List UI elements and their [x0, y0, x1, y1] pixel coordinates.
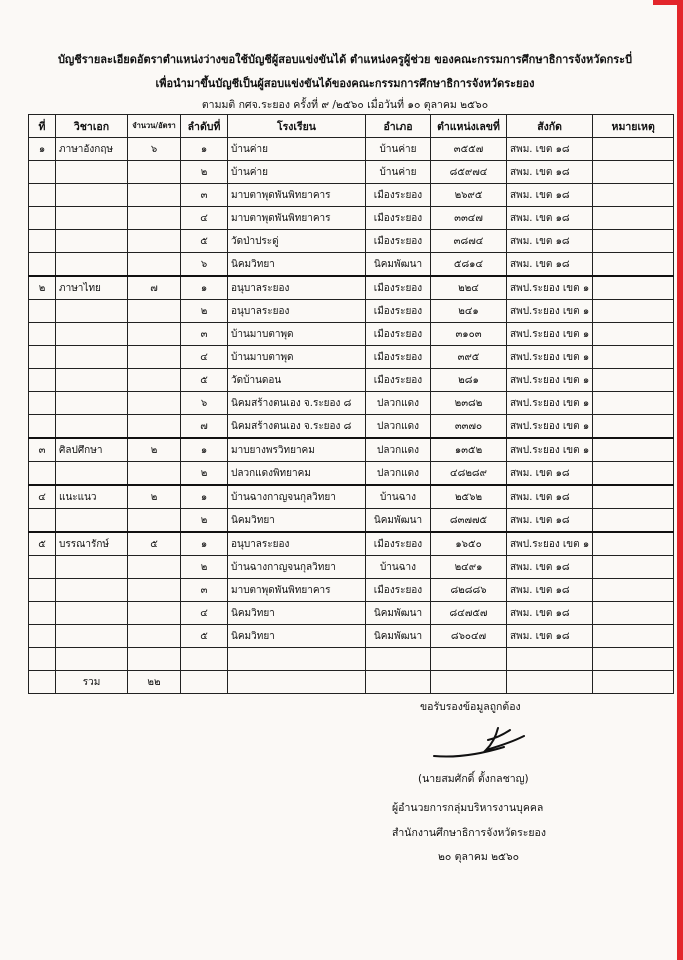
cell-district: บ้านฉาง: [366, 485, 431, 509]
cell-no: ๒: [29, 276, 56, 300]
cell-count: ๒: [128, 485, 181, 509]
cell-count: ๒: [128, 438, 181, 462]
cell-major: แนะแนว: [56, 485, 128, 509]
total-empty-cell: [366, 671, 431, 694]
cell-school: บ้านฉางกาญจนกุลวิทยา: [228, 556, 366, 579]
cell-count: [128, 602, 181, 625]
table-header-row: [29, 115, 674, 138]
cell-affiliation: สพม. เขต ๑๘: [507, 138, 593, 161]
cell-remark: [593, 415, 674, 439]
cell-affiliation: สพม. เขต ๑๘: [507, 161, 593, 184]
cell-school: บ้านมาบตาพุด: [228, 323, 366, 346]
table-row: [29, 184, 674, 207]
cell-district: เมืองระยอง: [366, 276, 431, 300]
cell-major: [56, 509, 128, 533]
cell-affiliation: สพม. เขต ๑๘: [507, 509, 593, 533]
handwritten-signature: [426, 714, 546, 774]
cell-no: ๑: [29, 138, 56, 161]
table-row: [29, 462, 674, 486]
cell-affiliation: สพม. เขต ๑๘: [507, 602, 593, 625]
cell-position-number: ๓๕๕๗: [431, 138, 507, 161]
cell-school: บ้านมาบตาพุด: [228, 346, 366, 369]
cell-remark: [593, 230, 674, 253]
cell-major: [56, 323, 128, 346]
cell-position-number: ๒๖๙๕: [431, 184, 507, 207]
cell-affiliation: สพป.ระยอง เขต ๑: [507, 300, 593, 323]
table-row: [29, 207, 674, 230]
table-row: [29, 138, 674, 161]
cell-school: นิคมสร้างตนเอง จ.ระยอง ๘: [228, 415, 366, 439]
cell-order: [181, 648, 228, 671]
cell-major: [56, 392, 128, 415]
red-edge-corner: [653, 0, 683, 5]
cell-district: [366, 648, 431, 671]
cell-no: [29, 369, 56, 392]
cell-remark: [593, 602, 674, 625]
cell-school: มาบตาพุดพันพิทยาคาร: [228, 184, 366, 207]
cell-school: [228, 648, 366, 671]
cell-district: ปลวกแดง: [366, 392, 431, 415]
cell-district: เมืองระยอง: [366, 323, 431, 346]
cell-affiliation: สพม. เขต ๑๘: [507, 579, 593, 602]
table-row: [29, 579, 674, 602]
table-row: [29, 161, 674, 184]
cell-no: [29, 207, 56, 230]
cell-remark: [593, 485, 674, 509]
table-row: [29, 438, 674, 462]
cell-order: ๗: [181, 415, 228, 439]
cell-order: ๑: [181, 138, 228, 161]
cell-district: เมืองระยอง: [366, 300, 431, 323]
cell-major: ศิลปศึกษา: [56, 438, 128, 462]
cell-district: ปลวกแดง: [366, 438, 431, 462]
cell-position-number: ๑๓๕๒: [431, 438, 507, 462]
cell-district: เมืองระยอง: [366, 346, 431, 369]
cell-affiliation: [507, 648, 593, 671]
header-count: จำนวน/อัตรา: [128, 115, 181, 138]
cell-school: บ้านค่าย: [228, 138, 366, 161]
cell-no: ๕: [29, 532, 56, 556]
cell-major: [56, 462, 128, 486]
cell-no: [29, 253, 56, 277]
cell-major: [56, 369, 128, 392]
cell-affiliation: สพป.ระยอง เขต ๑: [507, 392, 593, 415]
cell-count: [128, 300, 181, 323]
cell-count: [128, 509, 181, 533]
cell-order: ๓: [181, 579, 228, 602]
cell-remark: [593, 253, 674, 277]
cell-major: ภาษาไทย: [56, 276, 128, 300]
cell-affiliation: สพป.ระยอง เขต ๑: [507, 369, 593, 392]
table-row: [29, 485, 674, 509]
cell-major: [56, 253, 128, 277]
cell-no: [29, 323, 56, 346]
cell-district: เมืองระยอง: [366, 207, 431, 230]
cell-district: เมืองระยอง: [366, 184, 431, 207]
cell-major: [56, 184, 128, 207]
cell-order: ๓: [181, 184, 228, 207]
cell-school: นิคมวิทยา: [228, 253, 366, 277]
cell-no: [29, 392, 56, 415]
header-affiliation: สังกัด: [507, 115, 593, 138]
cell-position-number: ๔๘๒๘๙: [431, 462, 507, 486]
cell-order: ๒: [181, 556, 228, 579]
cell-position-number: ๓๘๗๔: [431, 230, 507, 253]
cell-position-number: ๓๑๐๓: [431, 323, 507, 346]
cell-position-number: ๘๓๗๗๕: [431, 509, 507, 533]
cell-school: อนุบาลระยอง: [228, 300, 366, 323]
cell-count: [128, 346, 181, 369]
table-row: [29, 369, 674, 392]
cell-affiliation: สพม. เขต ๑๘: [507, 485, 593, 509]
cell-major: [56, 300, 128, 323]
cell-position-number: [431, 648, 507, 671]
header-school: โรงเรียน: [228, 115, 366, 138]
cell-position-number: ๕๘๑๔: [431, 253, 507, 277]
cell-count: [128, 392, 181, 415]
cell-school: อนุบาลระยอง: [228, 276, 366, 300]
total-label: รวม: [56, 671, 128, 694]
cell-remark: [593, 648, 674, 671]
header-position-number: ตำแหน่งเลขที่: [431, 115, 507, 138]
cell-affiliation: สพม. เขต ๑๘: [507, 253, 593, 277]
cell-school: วัดบ้านดอน: [228, 369, 366, 392]
cell-affiliation: สพป.ระยอง เขต ๑: [507, 532, 593, 556]
cell-count: ๕: [128, 532, 181, 556]
cell-district: เมืองระยอง: [366, 579, 431, 602]
total-empty-cell: [431, 671, 507, 694]
total-empty-cell: [593, 671, 674, 694]
signatory-position: ผู้อำนวยการกลุ่มบริหารงานบุคคล: [392, 802, 544, 814]
cell-no: ๔: [29, 485, 56, 509]
cell-major: [56, 207, 128, 230]
cell-position-number: ๒๔๙๑: [431, 556, 507, 579]
cell-count: ๖: [128, 138, 181, 161]
cell-remark: [593, 276, 674, 300]
cell-school: นิคมวิทยา: [228, 509, 366, 533]
cell-position-number: ๓๓๔๗: [431, 207, 507, 230]
cell-school: นิคมวิทยา: [228, 602, 366, 625]
cell-affiliation: สพป.ระยอง เขต ๑: [507, 346, 593, 369]
signature-date: ๒๐ ตุลาคม ๒๕๖๐: [438, 851, 520, 863]
cell-school: มาบตาพุดพันพิทยาคาร: [228, 579, 366, 602]
cell-major: [56, 230, 128, 253]
header-order: ลำดับที่: [181, 115, 228, 138]
cell-order: ๖: [181, 253, 228, 277]
cell-order: ๔: [181, 602, 228, 625]
cell-district: บ้านค่าย: [366, 138, 431, 161]
cell-no: [29, 346, 56, 369]
cell-district: นิคมพัฒนา: [366, 625, 431, 648]
table-row: [29, 253, 674, 277]
cell-school: ปลวกแดงพิทยาคม: [228, 462, 366, 486]
cell-order: ๕: [181, 625, 228, 648]
cell-school: บ้านฉางกาญจนกุลวิทยา: [228, 485, 366, 509]
cell-district: ปลวกแดง: [366, 462, 431, 486]
table-row: [29, 556, 674, 579]
cell-district: เมืองระยอง: [366, 230, 431, 253]
cell-remark: [593, 300, 674, 323]
cell-affiliation: สพม. เขต ๑๘: [507, 207, 593, 230]
cell-count: [128, 207, 181, 230]
doc-title-line-2: เพื่อนำมาขึ้นบัญชีเป็นผู้สอบแข่งขันได้ของคณะกรรมการศึกษาธิการจังหวัดระยอง: [155, 77, 535, 90]
table-row: [29, 648, 674, 671]
total-row: [29, 671, 674, 694]
cell-no: [29, 462, 56, 486]
cell-order: ๑: [181, 438, 228, 462]
cell-district: นิคมพัฒนา: [366, 602, 431, 625]
cell-count: [128, 253, 181, 277]
cell-district: เมืองระยอง: [366, 369, 431, 392]
red-edge-strip: [677, 0, 683, 960]
cell-count: [128, 579, 181, 602]
cell-major: [56, 602, 128, 625]
cell-no: [29, 415, 56, 439]
cell-remark: [593, 184, 674, 207]
table-row: [29, 323, 674, 346]
cell-affiliation: สพม. เขต ๑๘: [507, 556, 593, 579]
cell-affiliation: สพป.ระยอง เขต ๑: [507, 415, 593, 439]
table-row: [29, 602, 674, 625]
cell-district: เมืองระยอง: [366, 532, 431, 556]
cell-remark: [593, 392, 674, 415]
cell-count: [128, 323, 181, 346]
cell-major: บรรณารักษ์: [56, 532, 128, 556]
cell-remark: [593, 138, 674, 161]
cell-count: [128, 556, 181, 579]
total-blank: [29, 671, 56, 694]
cell-no: [29, 602, 56, 625]
cell-major: [56, 415, 128, 439]
cell-order: ๒: [181, 509, 228, 533]
vacancy-table: [28, 114, 674, 694]
cell-district: ปลวกแดง: [366, 415, 431, 439]
header-major: วิชาเอก: [56, 115, 128, 138]
cell-major: [56, 648, 128, 671]
cell-school: นิคมสร้างตนเอง จ.ระยอง ๘: [228, 392, 366, 415]
cell-affiliation: สพม. เขต ๑๘: [507, 625, 593, 648]
cell-no: [29, 625, 56, 648]
cell-remark: [593, 161, 674, 184]
cell-order: ๔: [181, 346, 228, 369]
cell-order: ๒: [181, 161, 228, 184]
cell-remark: [593, 532, 674, 556]
cell-district: นิคมพัฒนา: [366, 253, 431, 277]
cell-count: [128, 161, 181, 184]
cell-affiliation: สพป.ระยอง เขต ๑: [507, 276, 593, 300]
certify-text: ขอรับรองข้อมูลถูกต้อง: [420, 701, 521, 713]
cell-order: ๓: [181, 323, 228, 346]
table-row: [29, 276, 674, 300]
cell-district: บ้านค่าย: [366, 161, 431, 184]
cell-affiliation: สพม. เขต ๑๘: [507, 462, 593, 486]
cell-position-number: ๘๔๗๕๗: [431, 602, 507, 625]
cell-count: [128, 230, 181, 253]
cell-position-number: ๓๓๗๐: [431, 415, 507, 439]
signatory-office: สำนักงานศึกษาธิการจังหวัดระยอง: [392, 827, 546, 839]
cell-major: ภาษาอังกฤษ: [56, 138, 128, 161]
cell-school: นิคมวิทยา: [228, 625, 366, 648]
cell-school: บ้านค่าย: [228, 161, 366, 184]
cell-order: ๕: [181, 230, 228, 253]
cell-order: ๑: [181, 485, 228, 509]
cell-school: วัดป่าประดู่: [228, 230, 366, 253]
cell-position-number: ๒๔๑: [431, 300, 507, 323]
cell-order: ๒: [181, 462, 228, 486]
cell-count: [128, 625, 181, 648]
cell-no: [29, 184, 56, 207]
cell-position-number: ๘๒๘๘๖: [431, 579, 507, 602]
table-row: [29, 346, 674, 369]
header-district: อำเภอ: [366, 115, 431, 138]
cell-no: [29, 648, 56, 671]
cell-no: [29, 556, 56, 579]
total-empty-cell: [507, 671, 593, 694]
total-empty-cell: [228, 671, 366, 694]
cell-school: อนุบาลระยอง: [228, 532, 366, 556]
cell-count: [128, 369, 181, 392]
table-row: [29, 625, 674, 648]
cell-remark: [593, 323, 674, 346]
table-row: [29, 415, 674, 439]
cell-major: [56, 161, 128, 184]
cell-no: [29, 300, 56, 323]
cell-no: ๓: [29, 438, 56, 462]
cell-district: นิคมพัฒนา: [366, 509, 431, 533]
cell-school: มาบยางพรวิทยาคม: [228, 438, 366, 462]
cell-no: [29, 509, 56, 533]
cell-major: [56, 556, 128, 579]
signatory-name: (นายสมศักดิ์ ตั้งกลชาญ): [418, 773, 529, 785]
cell-affiliation: สพม. เขต ๑๘: [507, 230, 593, 253]
cell-remark: [593, 625, 674, 648]
cell-count: [128, 462, 181, 486]
table-row: [29, 300, 674, 323]
cell-no: [29, 230, 56, 253]
cell-position-number: ๒๘๑: [431, 369, 507, 392]
total-empty-cell: [181, 671, 228, 694]
total-value: ๒๒: [128, 671, 181, 694]
cell-remark: [593, 462, 674, 486]
cell-order: ๕: [181, 369, 228, 392]
cell-no: [29, 161, 56, 184]
cell-remark: [593, 207, 674, 230]
cell-affiliation: สพป.ระยอง เขต ๑: [507, 323, 593, 346]
cell-position-number: ๓๙๕: [431, 346, 507, 369]
cell-count: [128, 415, 181, 439]
cell-position-number: ๘๕๙๗๔: [431, 161, 507, 184]
cell-order: ๒: [181, 300, 228, 323]
cell-count: ๗: [128, 276, 181, 300]
cell-position-number: ๘๖๐๔๗: [431, 625, 507, 648]
cell-major: [56, 579, 128, 602]
cell-remark: [593, 509, 674, 533]
table-row: [29, 392, 674, 415]
cell-count: [128, 648, 181, 671]
table-row: [29, 230, 674, 253]
table-row: [29, 532, 674, 556]
cell-order: ๑: [181, 276, 228, 300]
cell-position-number: ๒๓๘๒: [431, 392, 507, 415]
cell-remark: [593, 556, 674, 579]
cell-affiliation: สพม. เขต ๑๘: [507, 184, 593, 207]
cell-major: [56, 625, 128, 648]
cell-position-number: ๒๒๔: [431, 276, 507, 300]
cell-count: [128, 184, 181, 207]
cell-school: มาบตาพุดพันพิทยาคาร: [228, 207, 366, 230]
header-no: ที่: [29, 115, 56, 138]
cell-position-number: ๒๕๖๒: [431, 485, 507, 509]
doc-resolution-line: ตามมติ กศจ.ระยอง ครั้งที่ ๙ /๒๕๖๐ เมื่อวันที่ ๑๐ ตุลาคม ๒๕๖๐: [201, 99, 489, 111]
cell-district: บ้านฉาง: [366, 556, 431, 579]
cell-remark: [593, 438, 674, 462]
cell-order: ๖: [181, 392, 228, 415]
cell-order: ๑: [181, 532, 228, 556]
cell-remark: [593, 369, 674, 392]
table-row: [29, 509, 674, 533]
cell-affiliation: สพป.ระยอง เขต ๑: [507, 438, 593, 462]
cell-remark: [593, 579, 674, 602]
cell-position-number: ๑๖๕๐: [431, 532, 507, 556]
header-remark: หมายเหตุ: [593, 115, 674, 138]
cell-remark: [593, 346, 674, 369]
cell-no: [29, 579, 56, 602]
cell-order: ๔: [181, 207, 228, 230]
cell-major: [56, 346, 128, 369]
doc-title-line-1: บัญชีรายละเอียดอัตราตำแหน่งว่างขอใช้บัญชีผู้สอบแข่งขันได้ ตำแหน่งครูผู้ช่วย ของคณะกรรมการศึกษาธิการจังหวัดกระบี่: [57, 53, 633, 66]
